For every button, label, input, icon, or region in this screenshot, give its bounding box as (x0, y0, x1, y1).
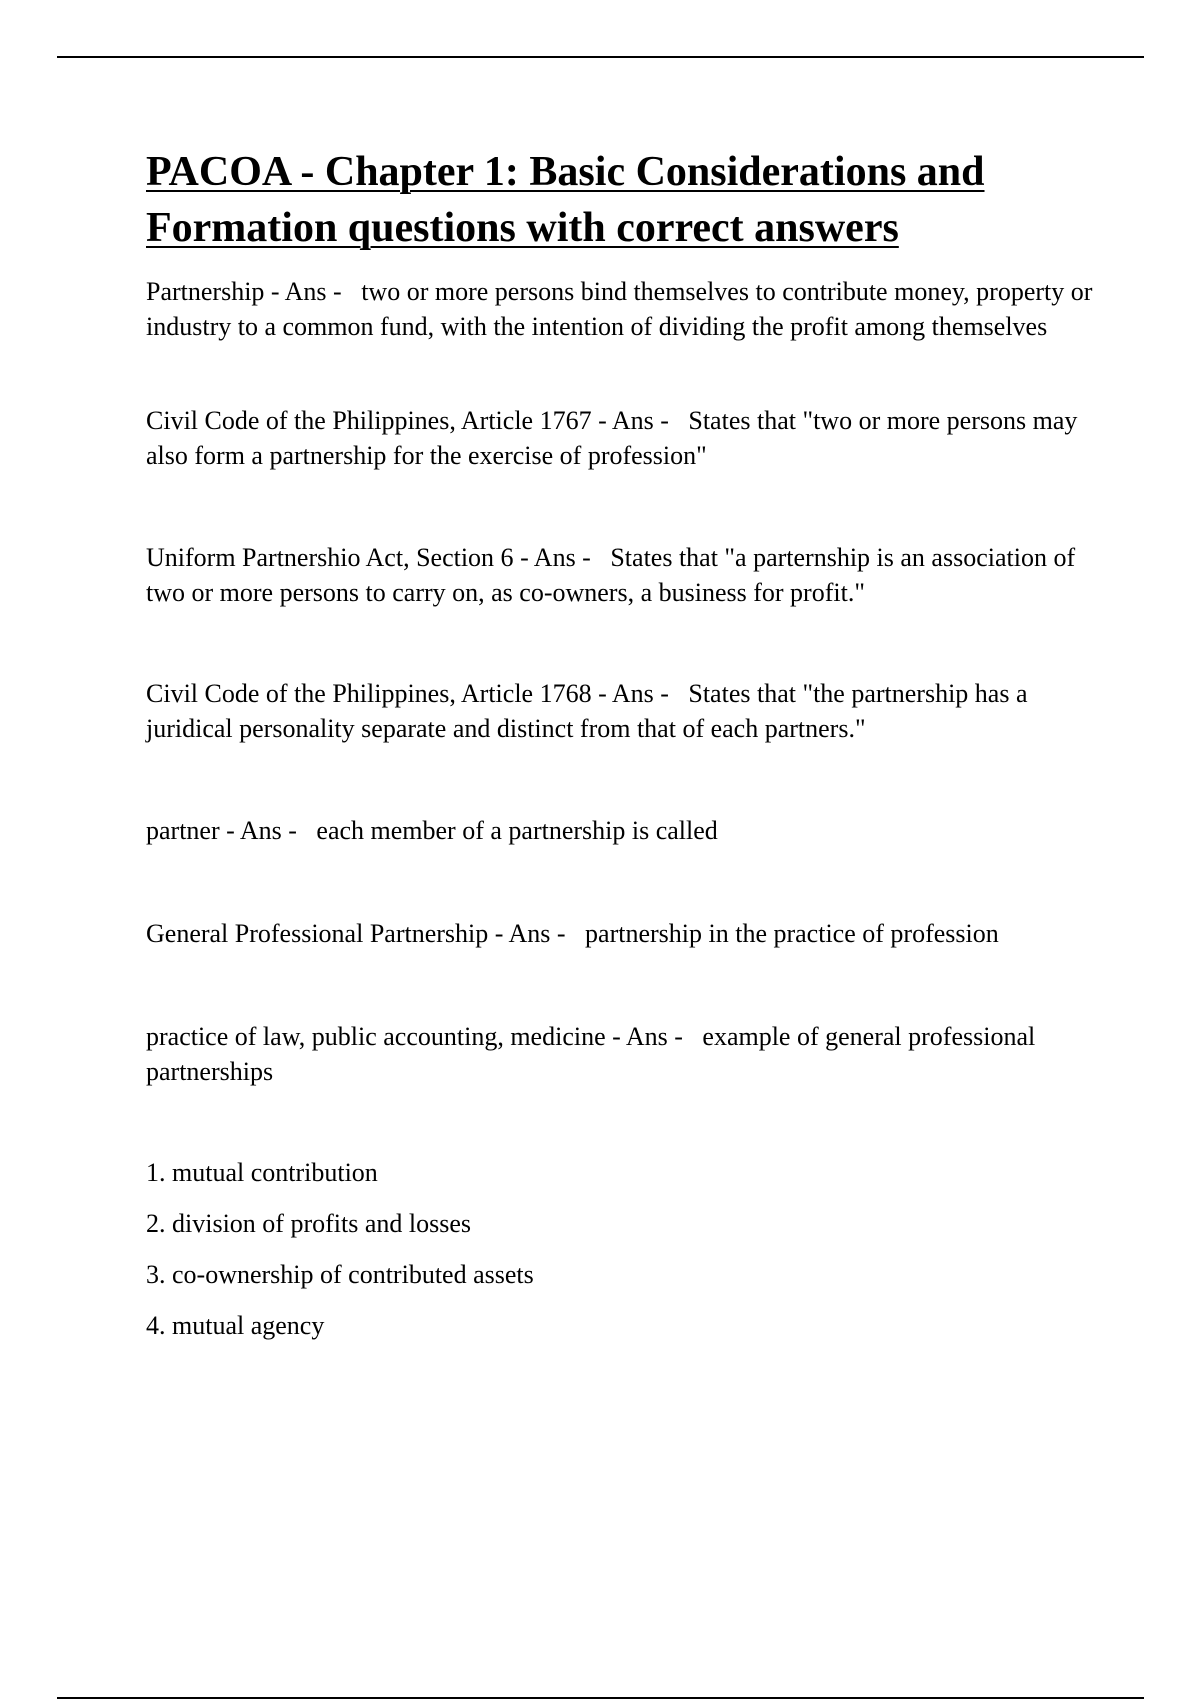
list-item: 1. mutual contribution (146, 1158, 378, 1187)
qa-answer: two or more persons bind themselves to contribute money, property or industry to a common fund, with the intention of dividing the profit among themselves (146, 277, 1093, 341)
qa-term: practice of law, public accounting, medicine (146, 1022, 606, 1051)
list-item: 4. mutual agency (146, 1311, 325, 1340)
qa-term: partner (146, 816, 220, 845)
qa-entry (146, 1019, 1096, 1089)
qa-answer: States that "a parternship is an association of two or more persons to carry on, as co-owners, a business for profit." (146, 543, 1076, 607)
qa-entry (146, 676, 1096, 746)
qa-separator: - Ans - (605, 1022, 703, 1051)
spacer (146, 610, 1096, 676)
spacer (146, 473, 1096, 540)
qa-answer: example of general professional partnerships (146, 1022, 1036, 1086)
qa-separator: - Ans - (513, 543, 611, 572)
qa-entry (146, 274, 1096, 344)
spacer (146, 746, 1096, 813)
qa-answer: States that "two or more persons may also form a partnership for the exercise of profession" (146, 406, 1078, 470)
list-item: 3. co-ownership of contributed assets (146, 1260, 534, 1289)
qa-answer: partnership in the practice of profession (585, 919, 999, 948)
feature-list (146, 1155, 1096, 1343)
qa-entry (146, 540, 1096, 610)
spacer (146, 1089, 1096, 1155)
qa-term: Civil Code of the Philippines, Article 1768 (146, 679, 592, 708)
qa-answer: States that "the partnership has a juridical personality separate and distinct from that of each partners." (146, 679, 1028, 743)
spacer (146, 344, 1096, 403)
qa-term: Partnership (146, 277, 265, 306)
bottom-rule (57, 1697, 1144, 1699)
qa-entry (146, 403, 1096, 473)
qa-term: General Professional Partnership (146, 919, 489, 948)
document-body (146, 144, 1096, 1359)
top-rule (57, 56, 1144, 58)
qa-separator: - Ans - (219, 816, 317, 845)
qa-entry (146, 916, 1096, 951)
qa-separator: - Ans - (591, 406, 689, 435)
qa-separator: - Ans - (488, 919, 586, 948)
qa-term: Uniform Partnershio Act, Section 6 (146, 543, 514, 572)
qa-entry (146, 813, 1096, 848)
spacer (146, 951, 1096, 1019)
qa-answer: each member of a partnership is called (316, 816, 718, 845)
qa-separator: - Ans - (591, 679, 689, 708)
qa-term: Civil Code of the Philippines, Article 1767 (146, 406, 592, 435)
document-title: PACOA - Chapter 1: Basic Considerations and Formation questions with correct answers (146, 149, 985, 251)
list-item: 2. division of profits and losses (146, 1209, 471, 1238)
qa-separator: - Ans - (264, 277, 362, 306)
spacer (146, 848, 1096, 916)
